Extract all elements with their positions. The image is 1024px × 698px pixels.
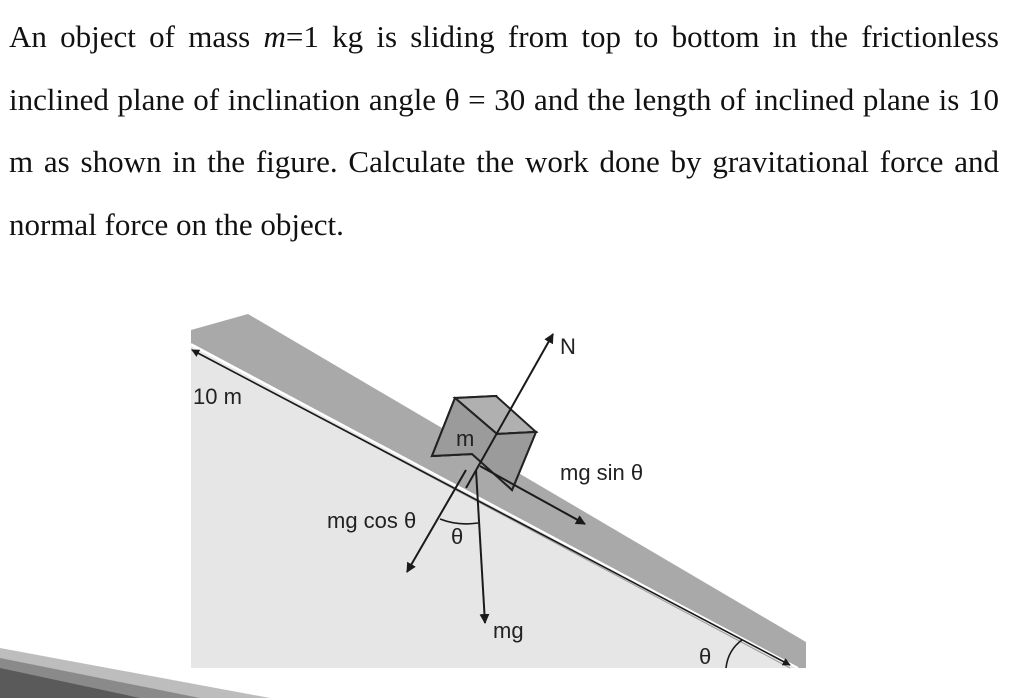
block-label: m xyxy=(456,426,475,451)
weight-label: mg xyxy=(493,618,524,643)
perpendicular-force-label: mg cos θ xyxy=(327,508,417,533)
question-part-1: An object of mass xyxy=(9,19,264,54)
parallel-force-label: mg sin θ xyxy=(560,460,644,485)
normal-force-label: N xyxy=(560,334,576,359)
base-angle-label: θ xyxy=(699,644,712,669)
block-angle-label: θ xyxy=(451,524,464,549)
mass-variable: m xyxy=(263,19,286,54)
question-part-2: =1 kg is sliding from top to bottom in the frictionless inclined plane of inclination angle θ = 30 and the length of inclined plane is 10 m as shown in the figure. Calculate the work done by gravitational force and normal force on the object. xyxy=(9,19,999,242)
length-label: 10 m xyxy=(193,384,242,409)
